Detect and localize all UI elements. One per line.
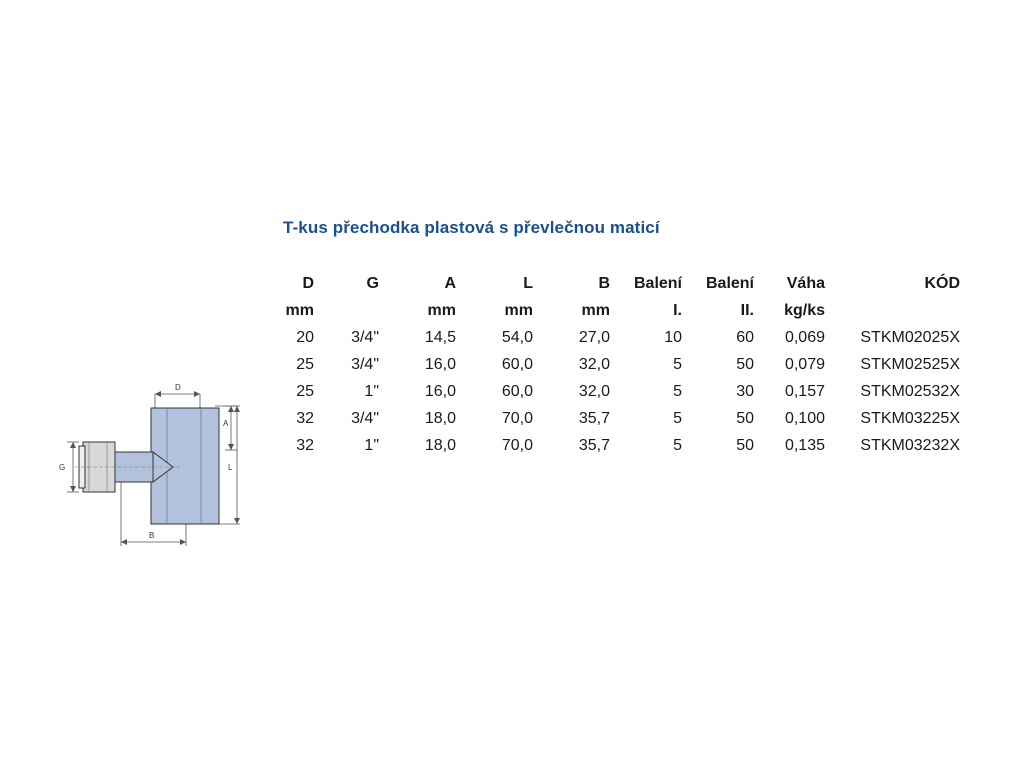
cell-g: 1" bbox=[364, 436, 379, 454]
table-row bbox=[268, 405, 960, 432]
fitting-body bbox=[75, 408, 219, 524]
col-header-d: D bbox=[302, 274, 314, 292]
cell-baleni-1: 5 bbox=[673, 355, 682, 373]
cell-vaha: 0,100 bbox=[784, 409, 825, 427]
cell-b: 35,7 bbox=[578, 436, 610, 454]
cell-baleni-2: 60 bbox=[736, 328, 754, 346]
dim-label-a: A bbox=[223, 419, 229, 428]
unit-g bbox=[314, 297, 379, 324]
cell-d: 25 bbox=[296, 382, 314, 400]
cell-d: 32 bbox=[296, 409, 314, 427]
product-title: T-kus přechodka plastová s převlečnou maticí bbox=[283, 218, 660, 237]
cell-b: 27,0 bbox=[578, 328, 610, 346]
cell-vaha: 0,069 bbox=[784, 328, 825, 346]
cell-l: 60,0 bbox=[501, 382, 533, 400]
cell-b: 32,0 bbox=[578, 382, 610, 400]
cell-kod: STKM02025X bbox=[860, 328, 960, 346]
unit-l: mm bbox=[504, 301, 533, 319]
cell-vaha: 0,157 bbox=[784, 382, 825, 400]
cell-kod: STKM03225X bbox=[860, 409, 960, 427]
cell-g: 3/4" bbox=[351, 328, 379, 346]
col-header-vaha: Váha bbox=[786, 274, 825, 292]
cell-l: 70,0 bbox=[501, 436, 533, 454]
cell-b: 35,7 bbox=[578, 409, 610, 427]
cell-d: 25 bbox=[296, 355, 314, 373]
header-row bbox=[268, 270, 960, 297]
cell-b: 32,0 bbox=[578, 355, 610, 373]
table-row bbox=[268, 351, 960, 378]
cell-d: 20 bbox=[296, 328, 314, 346]
table-row bbox=[268, 378, 960, 405]
col-header-baleni-1: Balení bbox=[633, 274, 682, 292]
cell-baleni-1: 5 bbox=[673, 382, 682, 400]
col-header-g: G bbox=[366, 274, 379, 292]
unit-a: mm bbox=[427, 301, 456, 319]
cell-baleni-1: 10 bbox=[664, 328, 682, 346]
unit-kod bbox=[825, 297, 960, 324]
table-row bbox=[268, 324, 960, 351]
cell-baleni-2: 50 bbox=[736, 436, 754, 454]
col-header-a: A bbox=[444, 274, 456, 292]
dim-label-d: D bbox=[175, 383, 181, 392]
cell-g: 3/4" bbox=[351, 355, 379, 373]
unit-baleni-1: I. bbox=[673, 301, 682, 319]
cell-vaha: 0,135 bbox=[784, 436, 825, 454]
spec-table bbox=[268, 270, 960, 459]
col-header-l: L bbox=[523, 274, 533, 292]
units-row bbox=[268, 297, 960, 324]
cell-baleni-1: 5 bbox=[673, 436, 682, 454]
col-header-baleni-2: Balení bbox=[705, 274, 754, 292]
cell-vaha: 0,079 bbox=[784, 355, 825, 373]
unit-vaha: kg/ks bbox=[784, 301, 825, 319]
table-row bbox=[268, 432, 960, 459]
cell-l: 70,0 bbox=[501, 409, 533, 427]
cell-g: 1" bbox=[364, 382, 379, 400]
dim-label-g: G bbox=[59, 463, 66, 472]
cell-baleni-1: 5 bbox=[673, 409, 682, 427]
unit-b: mm bbox=[581, 301, 610, 319]
cell-l: 54,0 bbox=[501, 328, 533, 346]
unit-baleni-2: II. bbox=[740, 301, 754, 319]
dim-label-l: L bbox=[228, 463, 233, 472]
cell-kod: STKM02525X bbox=[860, 355, 960, 373]
unit-d: mm bbox=[285, 301, 314, 319]
cell-kod: STKM02532X bbox=[860, 382, 960, 400]
col-header-kod: KÓD bbox=[924, 274, 960, 292]
cell-a: 16,0 bbox=[424, 382, 456, 400]
cell-l: 60,0 bbox=[501, 355, 533, 373]
cell-a: 16,0 bbox=[424, 355, 456, 373]
col-header-b: B bbox=[598, 274, 610, 292]
cell-d: 32 bbox=[296, 436, 314, 454]
cell-a: 18,0 bbox=[424, 436, 456, 454]
cell-baleni-2: 50 bbox=[736, 409, 754, 427]
dim-label-b: B bbox=[149, 531, 155, 540]
tee-fitting-diagram bbox=[55, 380, 255, 550]
cell-a: 18,0 bbox=[424, 409, 456, 427]
cell-baleni-2: 50 bbox=[736, 355, 754, 373]
cell-baleni-2: 30 bbox=[736, 382, 754, 400]
cell-g: 3/4" bbox=[351, 409, 379, 427]
cell-a: 14,5 bbox=[424, 328, 456, 346]
cell-kod: STKM03232X bbox=[860, 436, 960, 454]
